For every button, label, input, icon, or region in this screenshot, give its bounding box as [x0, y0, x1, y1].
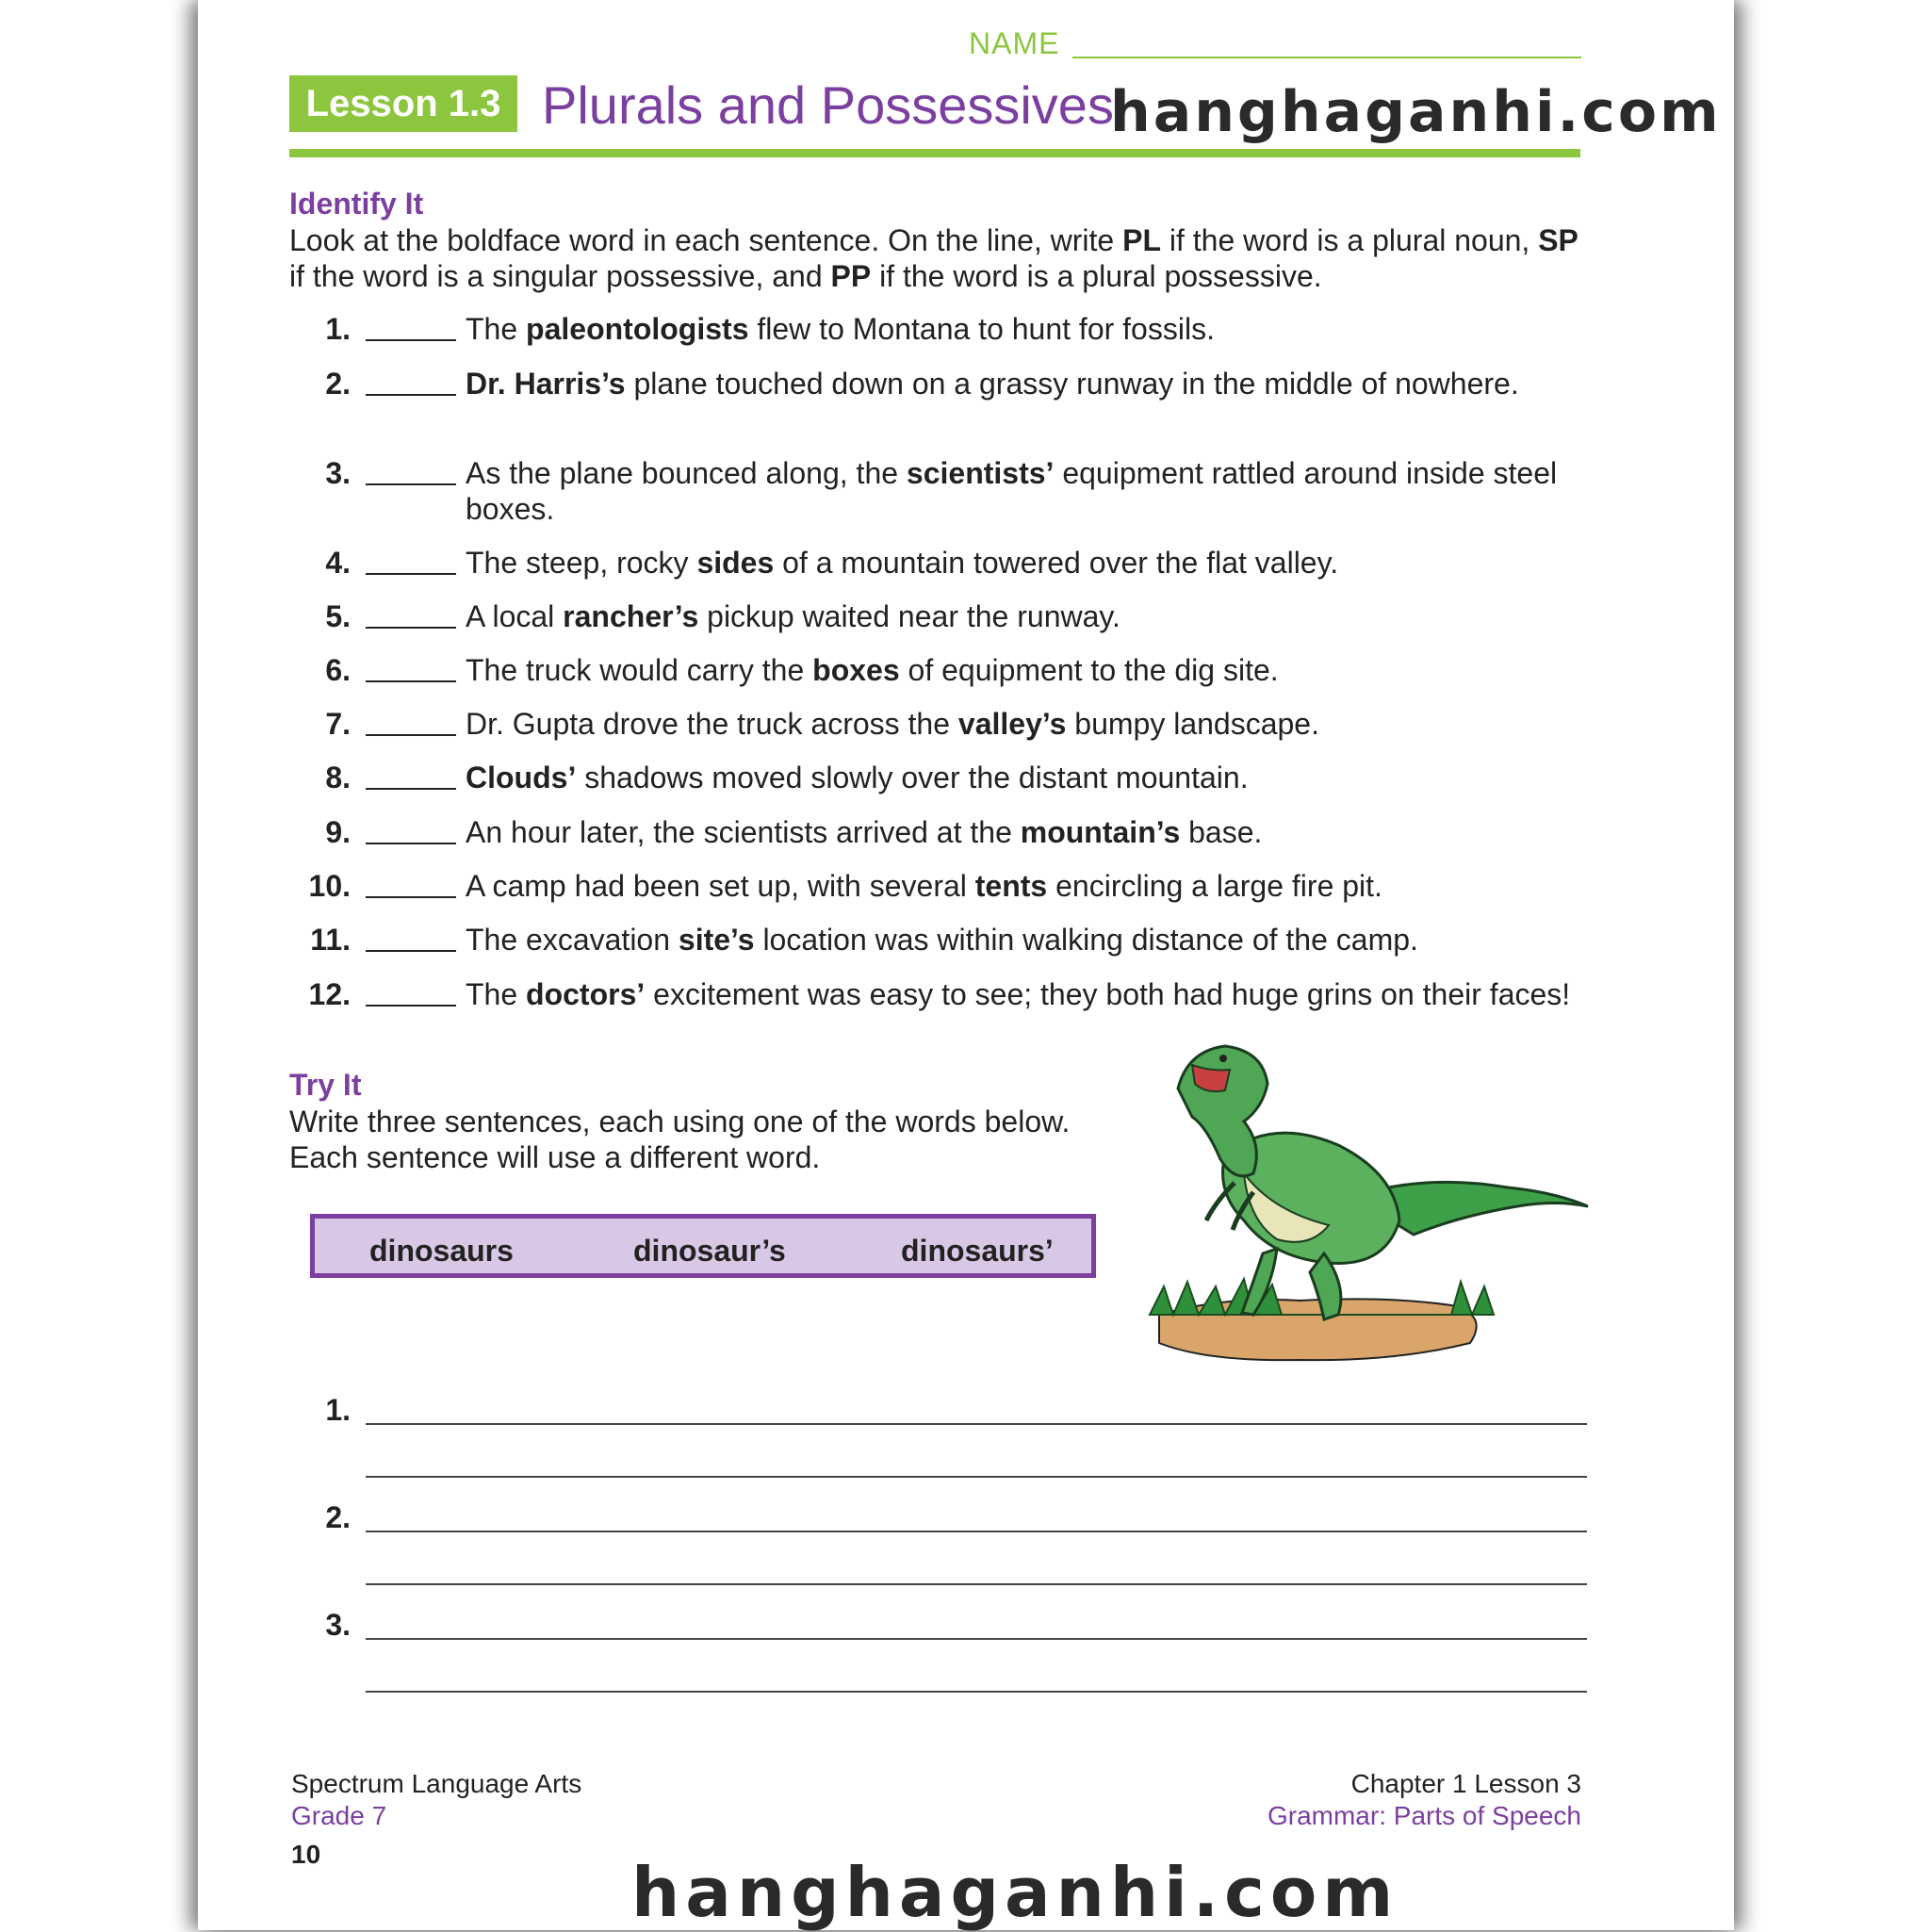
item-number: 8. [325, 761, 351, 794]
word-option: dinosaur’s [633, 1234, 786, 1268]
footer-grade: Grade 7 [291, 1801, 387, 1830]
item-number: 1. [325, 312, 351, 346]
footer-book-title: Spectrum Language Arts [291, 1769, 582, 1798]
watermark-bottom: hanghaganhi.com [631, 1853, 1399, 1932]
answer-blank[interactable] [366, 843, 456, 844]
item-sentence: Clouds’ shadows moved slowly over the distant mountain. [466, 761, 1249, 794]
footer-chapter: Chapter 1 Lesson 3 [1350, 1769, 1581, 1798]
writing-line[interactable] [366, 1423, 1587, 1425]
answer-blank[interactable] [366, 788, 456, 790]
item-sentence: A local rancher’s pickup waited near the runway. [466, 599, 1120, 633]
answer-blank[interactable] [366, 734, 456, 736]
sentence-number: 2. [325, 1500, 351, 1534]
item-number: 9. [325, 815, 351, 849]
item-sentence: The steep, rocky sides of a mountain towered over the flat valley. [466, 546, 1339, 580]
watermark-top: hanghaganhi.com [1110, 79, 1722, 145]
writing-line[interactable] [366, 1531, 1587, 1532]
item-sentence: The truck would carry the boxes of equipment to the dig site. [466, 653, 1279, 687]
identify-instructions: Look at the boldface word in each sentence. On the line, write PL if the word is a plural noun, SP if the word is a singular possessive, and PP if the word is a plural possessive. [289, 223, 1578, 293]
writing-line[interactable] [366, 1638, 1587, 1640]
lesson-title: Plurals and Possessives [542, 75, 1114, 135]
dinosaur-illustration [1112, 1032, 1593, 1371]
footer-topic: Grammar: Parts of Speech [1267, 1801, 1581, 1830]
try-instructions: Write three sentences, each using one of the words below. Each sentence will use a different word. [289, 1105, 1071, 1174]
item-sentence: The excavation site’s location was within walking distance of the camp. [466, 923, 1418, 957]
name-line[interactable] [1072, 57, 1581, 58]
identify-heading: Identify It [289, 187, 424, 221]
item-number: 11. [310, 923, 351, 957]
sentence-number: 3. [325, 1608, 351, 1642]
answer-blank[interactable] [366, 680, 456, 682]
item-number: 6. [325, 653, 351, 687]
word-option: dinosaurs’ [901, 1234, 1054, 1268]
sentence-number: 1. [325, 1393, 351, 1427]
item-sentence: A camp had been set up, with several tents encircling a large fire pit. [466, 869, 1382, 903]
title-rule [289, 149, 1580, 157]
word-box [310, 1214, 1096, 1278]
writing-line[interactable] [366, 1583, 1587, 1585]
item-number: 10. [308, 869, 351, 903]
answer-blank[interactable] [366, 339, 456, 341]
item-sentence: Dr. Harris’s plane touched down on a grassy runway in the middle of nowhere. [466, 367, 1519, 401]
word-option: dinosaurs [369, 1234, 514, 1268]
item-number: 4. [325, 546, 351, 580]
item-sentence: An hour later, the scientists arrived at the mountain’s base. [466, 815, 1263, 849]
item-number: 3. [325, 456, 351, 490]
answer-blank[interactable] [366, 950, 456, 952]
item-sentence: The doctors’ excitement was easy to see; they both had huge grins on their faces! [466, 977, 1571, 1011]
lesson-badge: Lesson 1.3 [289, 75, 517, 132]
answer-blank[interactable] [366, 394, 456, 396]
answer-blank[interactable] [366, 483, 456, 485]
item-number: 5. [325, 599, 351, 633]
try-heading: Try It [289, 1068, 362, 1102]
item-sentence: As the plane bounced along, the scientists’ equipment rattled around inside steel boxes. [466, 456, 1558, 526]
page-number: 10 [291, 1840, 321, 1869]
answer-blank[interactable] [366, 573, 456, 575]
item-sentence: Dr. Gupta drove the truck across the valley’s bumpy landscape. [466, 707, 1319, 741]
item-sentence: The paleontologists flew to Montana to hunt for fossils. [466, 312, 1215, 346]
answer-blank[interactable] [366, 1005, 456, 1007]
item-number: 2. [325, 367, 351, 401]
writing-line[interactable] [366, 1476, 1587, 1478]
answer-blank[interactable] [366, 896, 456, 898]
name-label: NAME [969, 26, 1060, 60]
item-number: 7. [325, 707, 351, 741]
item-number: 12. [308, 977, 351, 1011]
answer-blank[interactable] [366, 627, 456, 629]
writing-line[interactable] [366, 1691, 1587, 1693]
